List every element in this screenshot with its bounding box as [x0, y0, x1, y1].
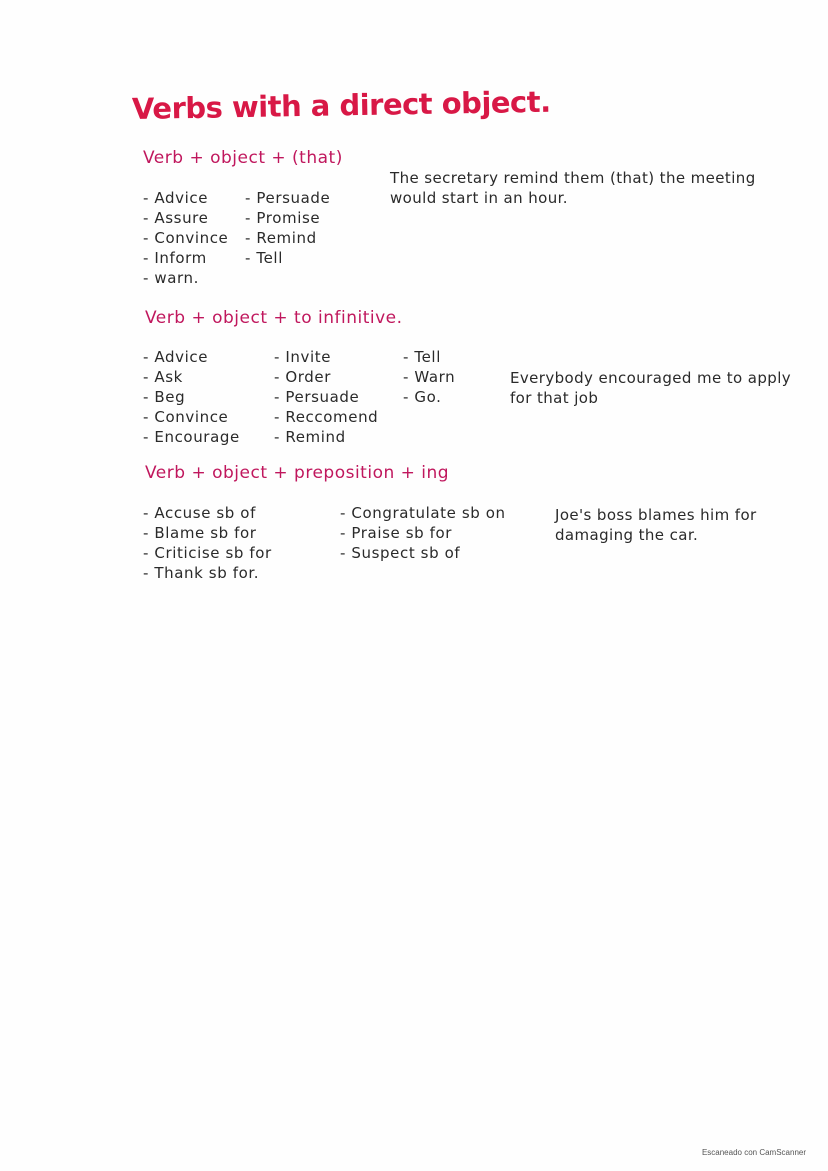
list-item: - Order: [274, 368, 332, 386]
section-heading-that: Verb + object + (that): [143, 148, 343, 168]
list-item: - Advice: [143, 348, 209, 366]
section-heading-to-infinitive: Verb + object + to infinitive.: [145, 308, 403, 328]
list-item: - Accuse sb of: [143, 504, 256, 522]
page-title: Verbs with a direct object.: [131, 84, 551, 126]
list-item: - Convince: [143, 408, 229, 426]
verb-list-column: [143, 188, 228, 288]
list-item: - Assure: [143, 209, 209, 227]
list-item: - Advice: [143, 189, 209, 207]
list-item: - Remind: [245, 229, 317, 247]
example-sentence: [555, 505, 757, 545]
verb-list-column: [274, 347, 378, 447]
list-item: - Promise: [245, 209, 321, 227]
example-sentence: [510, 368, 791, 408]
example-line: damaging the car.: [555, 526, 699, 544]
list-item: - Tell: [245, 249, 283, 267]
list-item: - Thank sb for.: [143, 564, 260, 582]
verb-list-column: [245, 188, 330, 268]
list-item: - Beg: [143, 388, 186, 406]
list-item: - Encourage: [143, 428, 240, 446]
scanner-watermark: Escaneado con CamScanner: [701, 1148, 806, 1157]
section-heading-preposition-ing: Verb + object + preposition + ing: [145, 463, 450, 483]
verb-list-column: [340, 503, 506, 563]
list-item: - Reccomend: [274, 408, 379, 426]
example-line: Everybody encouraged me to apply: [510, 369, 792, 387]
example-line: The secretary remind them (that) the meeting: [390, 169, 756, 187]
list-item: - Suspect sb of: [340, 544, 461, 562]
example-sentence: [390, 168, 756, 208]
verb-list-column: [143, 347, 240, 447]
list-item: - Persuade: [274, 388, 360, 406]
list-item: - Go.: [403, 388, 442, 406]
list-item: - Congratulate sb on: [340, 504, 506, 522]
list-item: - Praise sb for: [340, 524, 453, 542]
list-item: - Convince: [143, 229, 229, 247]
list-item: - Blame sb for: [143, 524, 257, 542]
list-item: - Remind: [274, 428, 346, 446]
example-line: Joe's boss blames him for: [555, 506, 757, 524]
example-line: would start in an hour.: [390, 189, 568, 207]
example-line: for that job: [510, 389, 599, 407]
list-item: - Tell: [403, 348, 441, 366]
list-item: - Warn: [403, 368, 456, 386]
list-item: - Inform: [143, 249, 207, 267]
list-item: - warn.: [143, 269, 200, 287]
list-item: - Invite: [274, 348, 332, 366]
list-item: - Persuade: [245, 189, 331, 207]
verb-list-column: [403, 347, 455, 407]
list-item: - Ask: [143, 368, 183, 386]
list-item: - Criticise sb for: [143, 544, 272, 562]
verb-list-column: [143, 503, 272, 583]
